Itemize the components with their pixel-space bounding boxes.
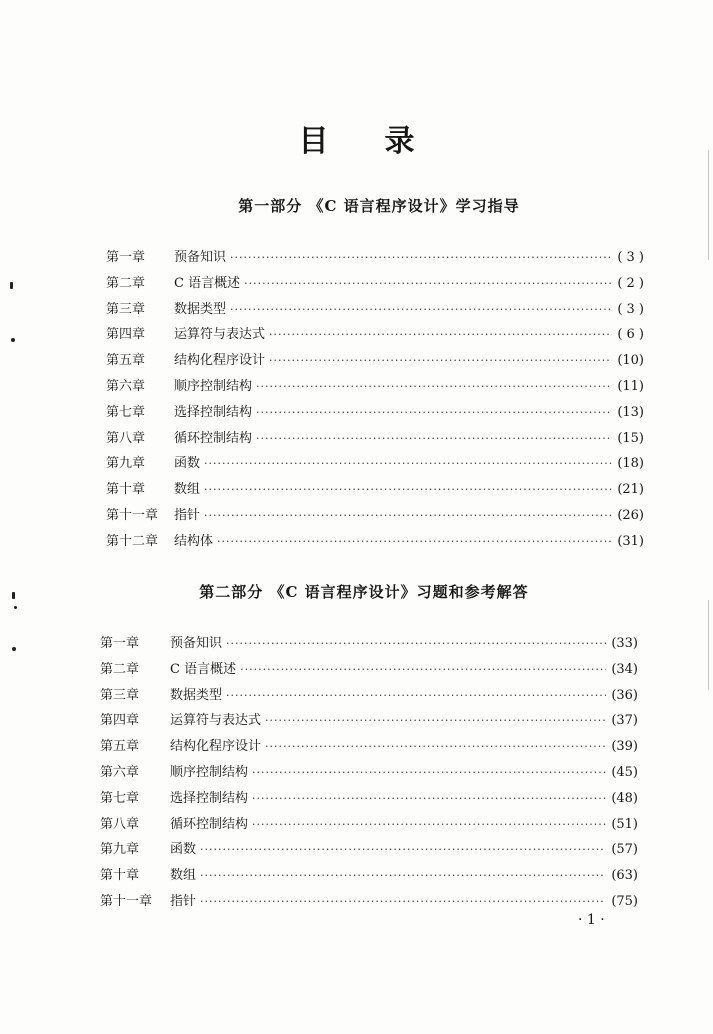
dot-leader — [226, 683, 606, 709]
toc-entry — [106, 322, 644, 348]
dot-leader — [256, 400, 612, 426]
chapter-label: 第三章 — [106, 301, 146, 317]
page-ref: (39) — [611, 739, 638, 755]
toc-entry — [106, 348, 644, 374]
dot-leader — [217, 529, 612, 555]
dot-leader — [200, 863, 606, 889]
page-ref: (26) — [617, 507, 644, 523]
chapter-label: 第八章 — [106, 430, 146, 446]
page-ref: (15) — [617, 430, 644, 446]
scan-edge — [708, 600, 709, 690]
page-ref: (37) — [611, 713, 638, 729]
chapter-label: 第一章 — [106, 250, 146, 265]
chapter-label: 第一章 — [100, 636, 140, 651]
scan-edge — [708, 150, 709, 260]
page-ref: ( 6 ) — [617, 327, 644, 343]
chapter-title: 运算符与表达式 — [174, 327, 266, 343]
chapter-label: 第九章 — [100, 842, 140, 858]
chapter-title: 指针 — [170, 893, 197, 909]
chapter-label: 第七章 — [106, 404, 146, 420]
chapter-title: 结构化程序设计 — [174, 353, 266, 369]
toc-entry — [100, 708, 638, 734]
chapter-title: 数据类型 — [170, 687, 223, 703]
chapter-title: 数组 — [170, 868, 197, 884]
dot-leader — [244, 271, 612, 297]
scan-mark — [10, 282, 13, 289]
toc-entry — [106, 426, 644, 452]
chapter-title: 循环控制结构 — [170, 816, 249, 832]
page-ref: (51) — [611, 816, 638, 832]
page-ref: (21) — [617, 482, 644, 498]
page-ref: (75) — [611, 893, 638, 909]
page-ref: (45) — [611, 764, 638, 780]
dot-leader — [265, 734, 606, 760]
page-ref: (34) — [611, 661, 638, 677]
toc-entry — [100, 631, 638, 657]
dot-leader — [200, 837, 606, 863]
toc-entry — [106, 374, 644, 400]
dot-leader — [230, 297, 612, 323]
toc-entry — [106, 400, 644, 426]
chapter-title: 选择控制结构 — [174, 404, 253, 420]
chapter-label: 第五章 — [106, 353, 146, 369]
toc-entry — [106, 245, 644, 271]
toc-entry — [106, 503, 644, 529]
toc-entry — [106, 297, 644, 323]
page-ref: (13) — [617, 404, 644, 420]
part1-heading: 第一部分 《C 语言程序设计》学习指导 — [238, 197, 520, 215]
chapter-title: 函数 — [174, 456, 201, 472]
chapter-title: 预备知识 — [170, 636, 223, 651]
toc-entry — [100, 760, 638, 786]
dot-leader — [252, 760, 606, 786]
toc-entry — [100, 734, 638, 760]
page-ref: (10) — [617, 353, 644, 369]
page-ref: (11) — [617, 378, 644, 394]
chapter-title: 结构体 — [174, 533, 214, 549]
chapter-title: C 语言概述 — [170, 661, 237, 677]
toc-entry — [100, 786, 638, 812]
chapter-label: 第十章 — [100, 868, 140, 884]
chapter-title: 选择控制结构 — [170, 790, 249, 806]
page-ref: (18) — [617, 456, 644, 472]
chapter-title: 顺序控制结构 — [174, 378, 253, 394]
page-title — [0, 116, 713, 159]
chapter-label: 第四章 — [100, 713, 140, 729]
dot-leader — [204, 503, 612, 529]
chapter-title: C 语言概述 — [174, 275, 241, 291]
chapter-title: 数组 — [174, 482, 201, 498]
dot-leader — [204, 451, 612, 477]
toc-entry — [100, 683, 638, 709]
dot-leader — [204, 477, 612, 503]
page-ref: (63) — [611, 868, 638, 884]
page-ref: (31) — [617, 533, 644, 549]
chapter-label: 第六章 — [106, 378, 146, 394]
dot-leader — [252, 812, 606, 838]
chapter-title: 数据类型 — [174, 301, 227, 317]
chapter-label: 第八章 — [100, 816, 140, 832]
chapter-label: 第六章 — [100, 764, 140, 780]
dot-leader — [269, 322, 612, 348]
chapter-label: 第十一章 — [106, 507, 159, 523]
chapter-label: 第九章 — [106, 456, 146, 472]
chapter-title: 顺序控制结构 — [170, 764, 249, 780]
part2-heading: 第二部分 《C 语言程序设计》习题和参考解答 — [199, 583, 529, 601]
dot-leader — [226, 631, 606, 657]
dot-leader — [256, 374, 612, 400]
dot-leader — [252, 786, 606, 812]
toc-entry — [106, 529, 644, 555]
page-ref: ( 3 ) — [617, 250, 644, 265]
part2-toc — [100, 631, 638, 915]
toc-entry — [100, 889, 638, 915]
toc-entry — [106, 477, 644, 503]
scan-mark — [12, 647, 16, 651]
toc-entry — [100, 812, 638, 838]
page-ref: (48) — [611, 790, 638, 806]
part1-toc — [106, 245, 644, 555]
chapter-label: 第二章 — [100, 661, 140, 677]
chapter-label: 第十二章 — [106, 533, 159, 549]
dot-leader — [265, 708, 606, 734]
page-number: · 1 · — [578, 912, 605, 928]
toc-entry — [100, 863, 638, 889]
chapter-title: 结构化程序设计 — [170, 739, 262, 755]
page-ref: (36) — [611, 687, 638, 703]
chapter-label: 第四章 — [106, 327, 146, 343]
page-ref: (33) — [611, 636, 638, 651]
chapter-label: 第二章 — [106, 275, 146, 291]
chapter-label: 第十章 — [106, 482, 146, 498]
title-char-1: 目 — [298, 124, 329, 159]
chapter-title: 指针 — [174, 507, 201, 523]
dot-leader — [269, 348, 612, 374]
dot-leader — [200, 889, 606, 915]
chapter-label: 第五章 — [100, 739, 140, 755]
dot-leader — [256, 426, 612, 452]
chapter-title: 预备知识 — [174, 250, 227, 265]
toc-entry — [100, 837, 638, 863]
dot-leader — [230, 245, 612, 271]
chapter-label: 第三章 — [100, 687, 140, 703]
page-ref: ( 3 ) — [617, 301, 644, 317]
toc-entry — [106, 271, 644, 297]
page-ref: ( 2 ) — [617, 275, 644, 291]
chapter-title: 运算符与表达式 — [170, 713, 262, 729]
scan-mark — [14, 606, 17, 609]
chapter-title: 函数 — [170, 842, 197, 858]
toc-entry — [100, 657, 638, 683]
title-char-2: 录 — [384, 124, 415, 159]
chapter-title: 循环控制结构 — [174, 430, 253, 446]
dot-leader — [240, 657, 606, 683]
page-ref: (57) — [611, 842, 638, 858]
scan-mark — [11, 338, 15, 342]
toc-entry — [106, 451, 644, 477]
chapter-label: 第十一章 — [100, 893, 153, 909]
scan-mark — [12, 592, 15, 599]
chapter-label: 第七章 — [100, 790, 140, 806]
